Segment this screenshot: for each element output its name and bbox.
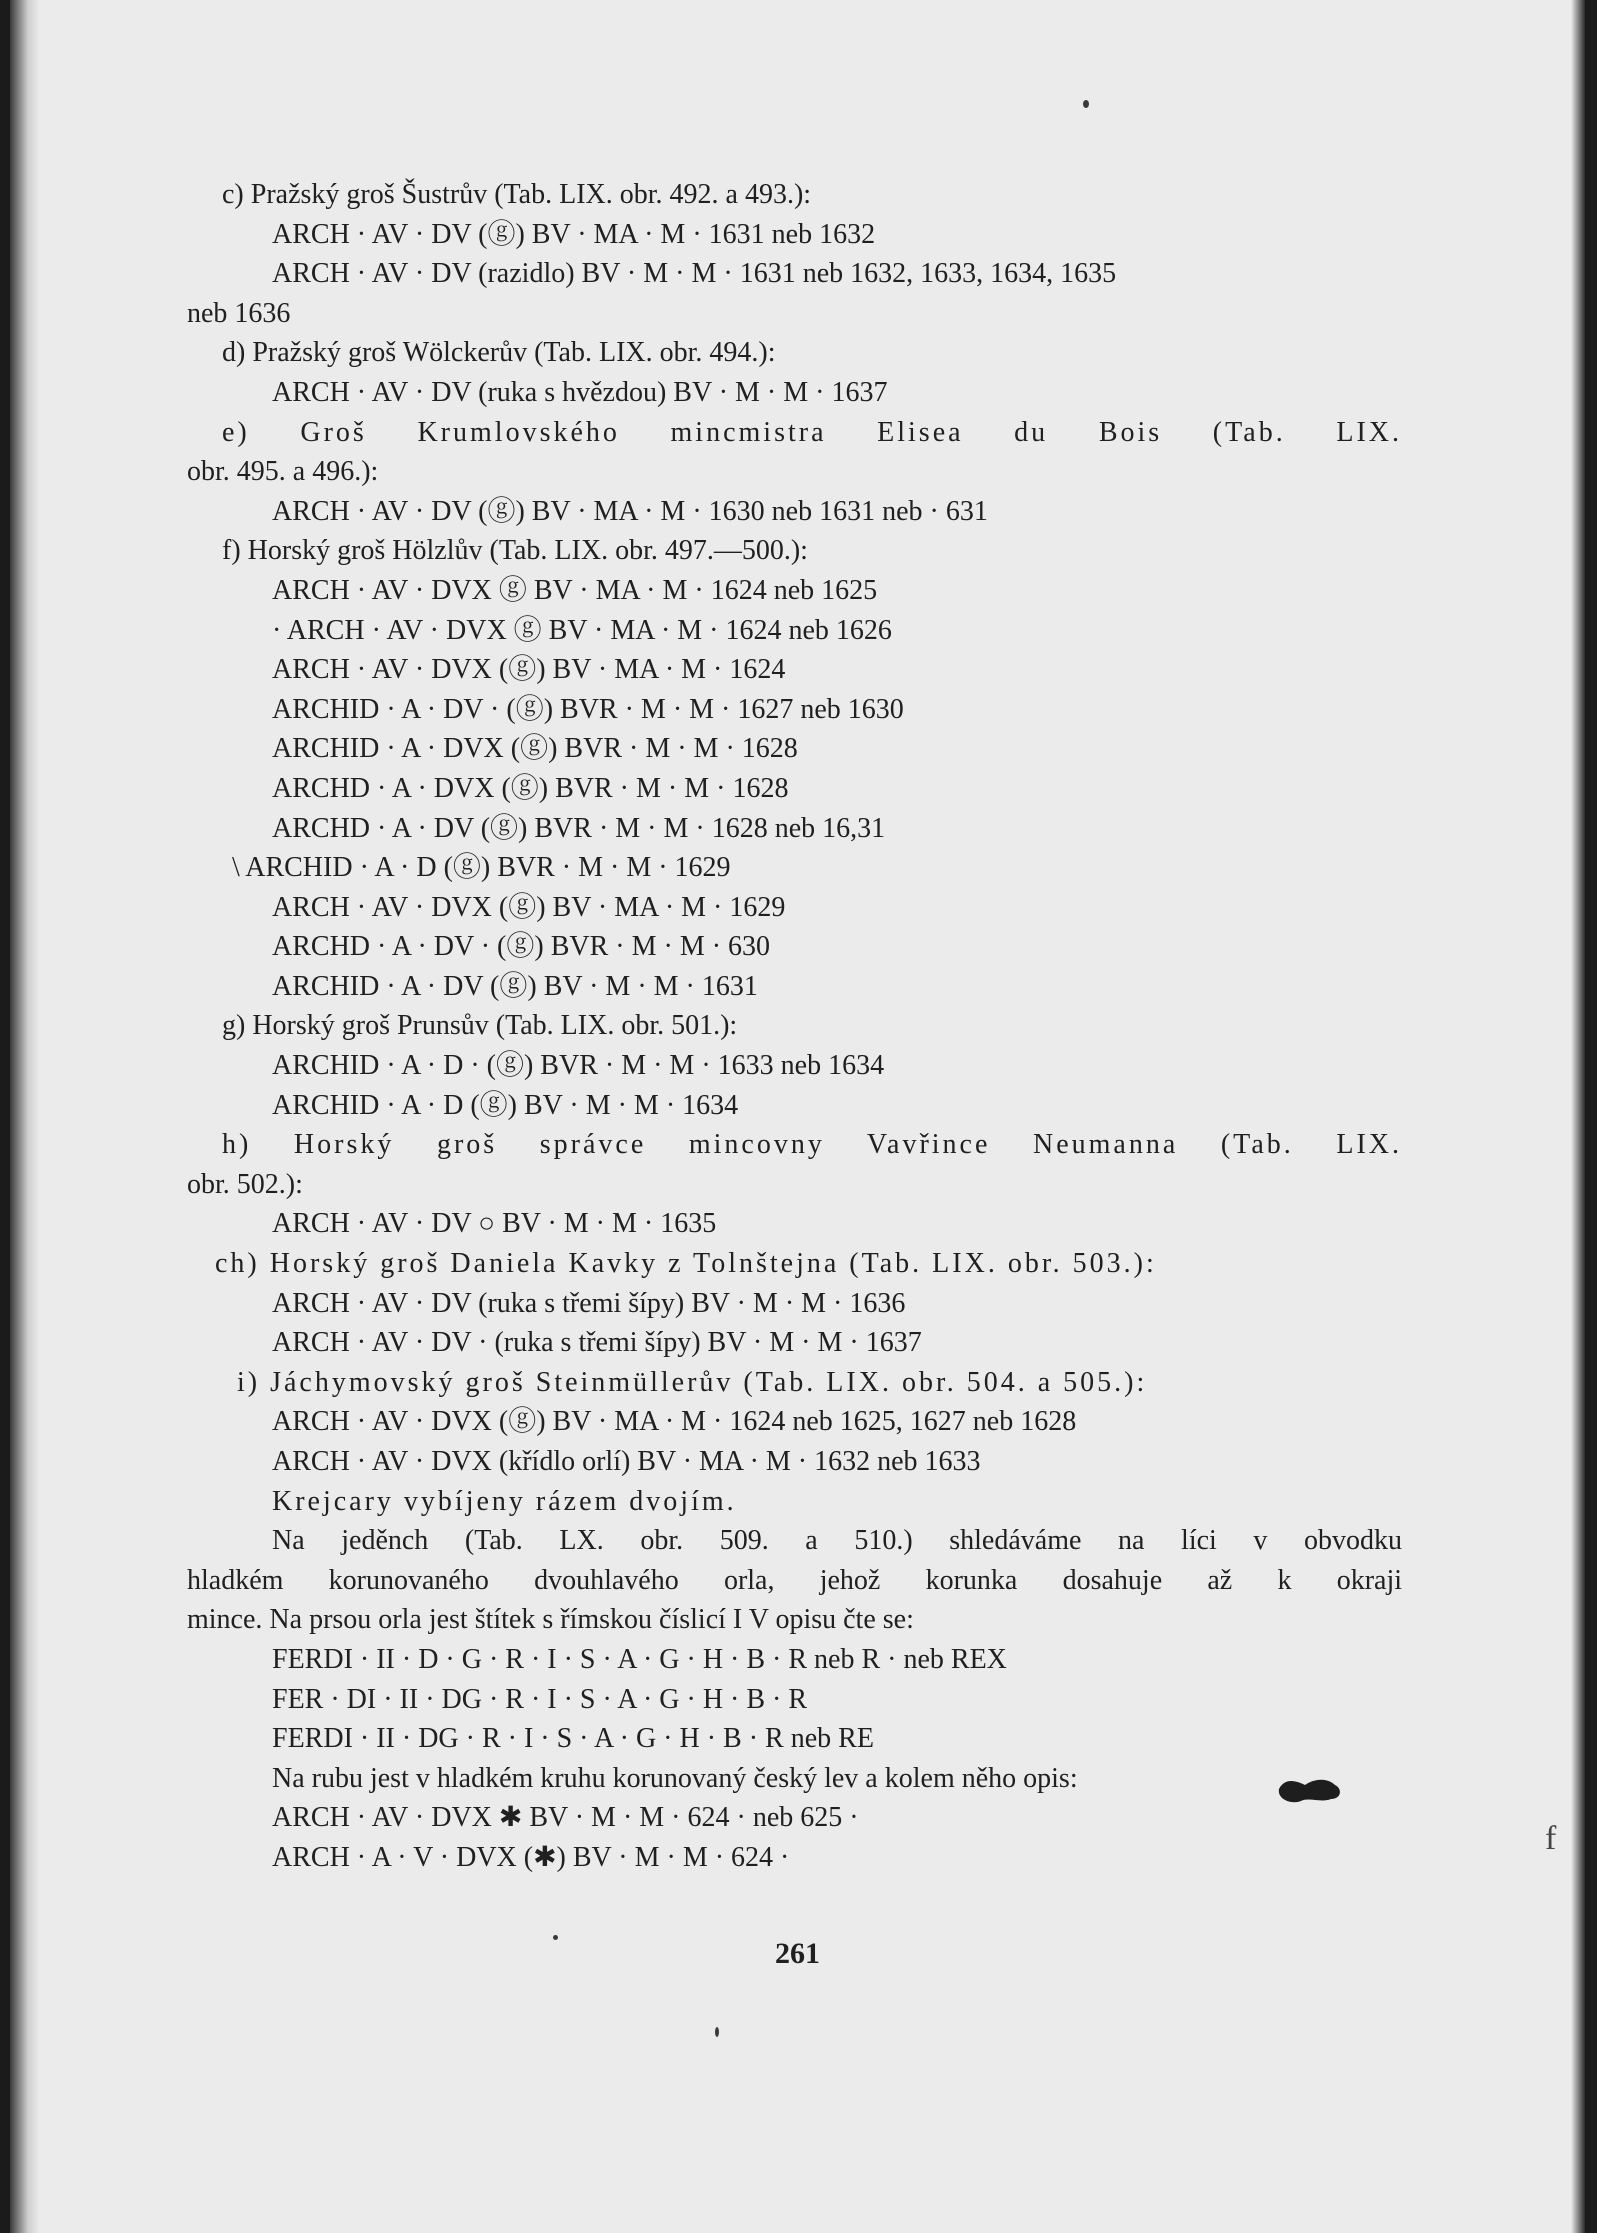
text-line: e) Groš Krumlovského mincmistra Elisea du Bois (Tab. LIX. — [222, 416, 1402, 448]
text-line: ARCH · AV · DV (ⓖ) BV · MA · M · 1631 neb 1632 — [272, 218, 876, 250]
text-line: ARCH · AV · DVX (ⓖ) BV · MA · M · 1624 neb 1625, 1627 neb 1628 — [272, 1406, 1077, 1438]
text-line: d) Pražský groš Wölckerův (Tab. LIX. obr. 494.): — [222, 337, 776, 369]
text-line: ARCH · AV · DVX (křídlo orlí) BV · MA · M · 1632 neb 1633 — [272, 1446, 981, 1477]
text-line: Na jeděnch (Tab. LX. obr. 509. a 510.) shledáváme na líci v obvodku — [272, 1525, 1402, 1557]
text-line: ARCH · AV · DV (razidlo) BV · M · M · 1631 neb 1632, 1633, 1634, 1635 — [272, 258, 1117, 290]
text-line: ARCHID · A · DV · (ⓖ) BVR · M · M · 1627 neb 1630 — [272, 693, 904, 725]
text-line: ARCHID · A · DVX (ⓖ) BVR · M · M · 1628 — [272, 733, 798, 765]
book-page — [10, 0, 1585, 2233]
text-line: ARCH · A · V · DVX (✱) BV · M · M · 624 · — [272, 1841, 790, 1873]
text-line: ARCH · AV · DV (ruka s hvězdou) BV · M · M · 1637 — [272, 376, 888, 408]
page-number: 261 — [775, 1937, 820, 1970]
text-line: ARCHID · A · D · (ⓖ) BVR · M · M · 1633 neb 1634 — [272, 1050, 885, 1082]
text-line: Na rubu jest v hladkém kruhu korunovaný český lev a kolem něho opis: — [272, 1762, 1078, 1794]
text-line: · ARCH · AV · DVX ⓖ BV · MA · M · 1624 neb 1626 — [272, 614, 892, 646]
text-line: FERDI · II · D · G · R · I · S · A · G · H · B · R neb R · neb REX — [272, 1643, 1007, 1675]
text-line: f) Horský groš Hölzlův (Tab. LIX. obr. 497.—500.): — [222, 535, 808, 567]
text-line: ARCH · AV · DV · (ruka s třemi šípy) BV · M · M · 1637 — [272, 1327, 922, 1359]
text-line: ARCH · AV · DV (ⓖ) BV · MA · M · 1630 neb 1631 neb · 631 — [272, 495, 988, 527]
text-line: g) Horský groš Prunsův (Tab. LIX. obr. 501.): — [222, 1010, 738, 1042]
text-line: ARCH · AV · DVX ✱ BV · M · M · 624 · neb 625 · — [272, 1802, 859, 1834]
dust-speck — [715, 2027, 719, 2037]
text-line: neb 1636 — [187, 297, 291, 329]
text-line: i) Jáchymovský groš Steinmüllerův (Tab. LIX. obr. 504. a 505.): — [237, 1366, 1148, 1398]
text-line: ARCHID · A · D (ⓖ) BV · M · M · 1634 — [272, 1089, 739, 1121]
page-body — [187, 175, 1402, 1878]
text-line: Krejcary vybíjeny rázem dvojím. — [272, 1485, 737, 1517]
text-line: FERDI · II · DG · R · I · S · A · G · H · B · R neb RE — [272, 1723, 874, 1755]
text-line: \ ARCHID · A · D (ⓖ) BVR · M · M · 1629 — [232, 852, 731, 884]
dust-speck — [1083, 100, 1089, 108]
text-line: ch) Horský groš Daniela Kavky z Tolnštejna (Tab. LIX. obr. 503.): — [215, 1248, 1157, 1280]
text-line: obr. 502.): — [187, 1168, 303, 1200]
ink-blot — [1275, 1775, 1345, 1805]
text-line: ARCH · AV · DVX ⓖ BV · MA · M · 1624 neb 1625 — [272, 574, 878, 606]
text-line: ARCH · AV · DV ○ BV · M · M · 1635 — [272, 1208, 717, 1240]
text-line: ARCHID · A · DV (ⓖ) BV · M · M · 1631 — [272, 970, 758, 1002]
stray-mark: f — [1545, 1820, 1557, 1857]
text-line: ARCHD · A · DV · (ⓖ) BVR · M · M · 630 — [272, 931, 771, 963]
text-line: obr. 495. a 496.): — [187, 456, 379, 488]
text-line: ARCH · AV · DVX (ⓖ) BV · MA · M · 1629 — [272, 891, 786, 923]
text-line: mince. Na prsou orla jest štítek s římskou číslicí I V opisu čte se: — [187, 1604, 914, 1636]
text-line: FER · DI · II · DG · R · I · S · A · G · H · B · R — [272, 1683, 808, 1715]
text-line: ARCHD · A · DVX (ⓖ) BVR · M · M · 1628 — [272, 772, 789, 804]
text-line: h) Horský groš správce mincovny Vavřince Neumanna (Tab. LIX. — [222, 1129, 1402, 1161]
text-line: ARCHD · A · DV (ⓖ) BVR · M · M · 1628 neb 16,31 — [272, 812, 886, 844]
text-line: ARCH · AV · DVX (ⓖ) BV · MA · M · 1624 — [272, 654, 786, 686]
text-line: hladkém korunovaného dvouhlavého orla, jehož korunka dosahuje až k okraji — [187, 1564, 1402, 1596]
text-line: ARCH · AV · DV (ruka s třemi šípy) BV · M · M · 1636 — [272, 1287, 906, 1319]
dust-speck — [553, 1935, 558, 1940]
text-line: c) Pražský groš Šustrův (Tab. LIX. obr. 492. a 493.): — [222, 179, 812, 210]
